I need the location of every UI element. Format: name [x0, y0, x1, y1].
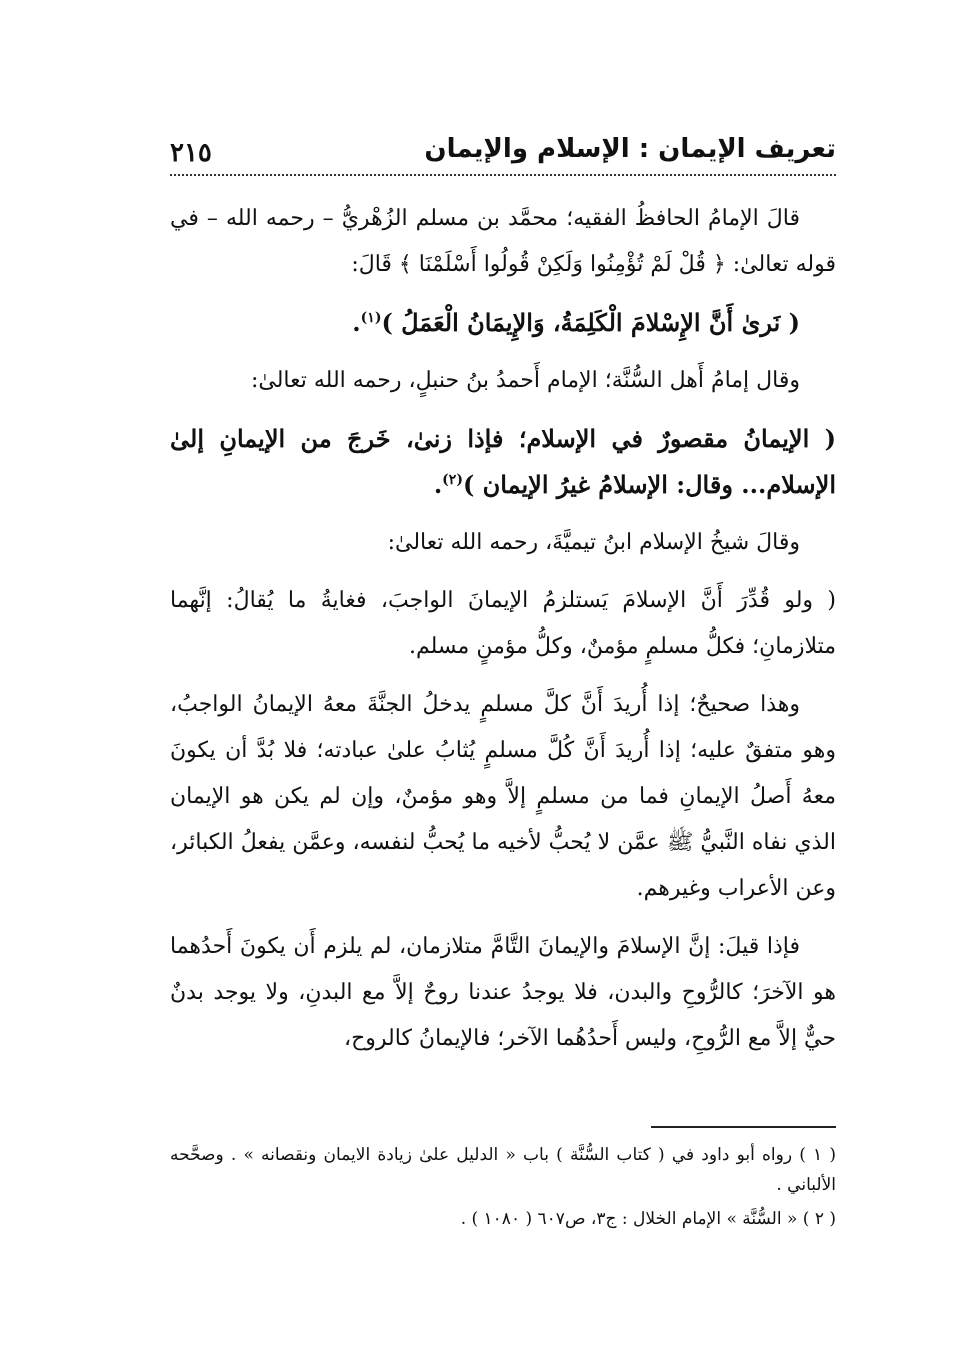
paragraph-ahmad-intro: وقال إمامُ أَهل السُّنَّة؛ الإمام أَحمدُ بنُ حنبلٍ، رحمه الله تعالىٰ: — [250, 368, 800, 393]
quote-ahmad — [170, 416, 836, 508]
main-text — [170, 196, 836, 1074]
footnote-1: ( ١ ) رواه أبو داود في ( كتاب السُّنَّة ) باب « الدليل علىٰ زيادة الايمان ونقصانه » . وصحَّحه الألباني . — [170, 1145, 836, 1195]
paragraph-taymiyyah-explanation: وهذا صحيحٌ؛ إذا أُريدَ أَنَّ كلَّ مسلمٍ يدخلُ الجنَّةَ معهُ الإيمانُ الواجبُ، وهو متفقٌ عليه؛ إذا أُريدَ أَنَّ كُلَّ مسلمٍ يُثابُ علىٰ عبادته؛ فلا بُدَّ أن يكونَ معهُ أَصلُ الإيمانِ فما من مسلمٍ إلاَّ وهو مؤمنٌ، وإن لم يكن هو الإيمان الذي نفاه النَّبيُّ ﷺ عمَّن لا يُحبُّ لأخيه ما يُحبُّ لنفسه، وعمَّن يفعلُ الكبائر، وعن الأعراب وغيرهم. — [170, 692, 836, 901]
footnote-divider — [651, 1126, 836, 1128]
header-divider — [170, 174, 836, 176]
paragraph-taymiyyah-quote-start: ( ولو قُدِّرَ أَنَّ الإسلامَ يَستلزمُ الإيمانَ الواجبَ، فغايةُ ما يُقالُ: إنَّهما متلازمانِ؛ فكلُّ مسلمٍ مؤمنٌ، وكلُّ مؤمنٍ مسلم. — [170, 588, 836, 659]
footnote-ref-2: (٢) — [442, 472, 463, 488]
page-number: ٢١٥ — [170, 138, 212, 168]
footnote-2: ( ٢ ) « السُّنَّة » الإمام الخلال : ج٣، ص٦٠٧ ( ١٠٨٠ ) . — [460, 1209, 836, 1229]
footnote-ref-1: (١) — [360, 310, 382, 326]
footnotes — [170, 1140, 836, 1238]
paragraph-zuhri-intro: قالَ الإمامُ الحافظُ الفقيه؛ محمَّد بن مسلم الزُهْريُّ – رحمه الله – في قوله تعالىٰ: ﴿ قُلْ لَمْ تُؤْمِنُوا وَلَكِنْ قُولُوا أَسْلَمْنَا ﴾ قَالَ: — [170, 206, 836, 277]
paragraph-taymiyyah-analogy: فإذا قيلَ: إنَّ الإسلامَ والإيمانَ التَّامَّ متلازمان، لم يلزم أَن يكونَ أَحدُهما هو الآخرَ؛ كالرُّوحِ والبدن، فلا يوجدُ عندنا روحٌ إلاَّ مع البدنِ، ولا يوجد بدنٌ حيٌّ إلاَّ مع الرُّوحِ، وليس أَحدُهُما الآخر؛ فالإيمانُ كالروح، — [170, 934, 836, 1051]
quote-zuhri-text: ( نَرىٰ أَنَّ الإِسْلامَ الْكَلِمَةُ، وَالإِيمَانُ الْعَمَلُ ) — [381, 308, 800, 337]
quote-zuhri — [170, 300, 836, 346]
quote-ahmad-text: ( الإيمانُ مقصورٌ في الإسلام؛ فإذا زنىٰ، خَرجَ من الإيمانِ إلىٰ الإسلام... وقال: الإسلامُ غيرُ الإيمان ) — [170, 424, 836, 499]
running-title: تعريف الإيمان : الإسلام والإيمان — [424, 134, 836, 164]
running-header — [170, 128, 836, 174]
quote-ahmad-end: . — [433, 470, 443, 499]
paragraph-ibn-taymiyyah-intro: وقالَ شيخُ الإسلام ابنُ تيميَّةَ، رحمه الله تعالىٰ: — [387, 530, 800, 555]
quote-zuhri-end: . — [352, 308, 361, 337]
